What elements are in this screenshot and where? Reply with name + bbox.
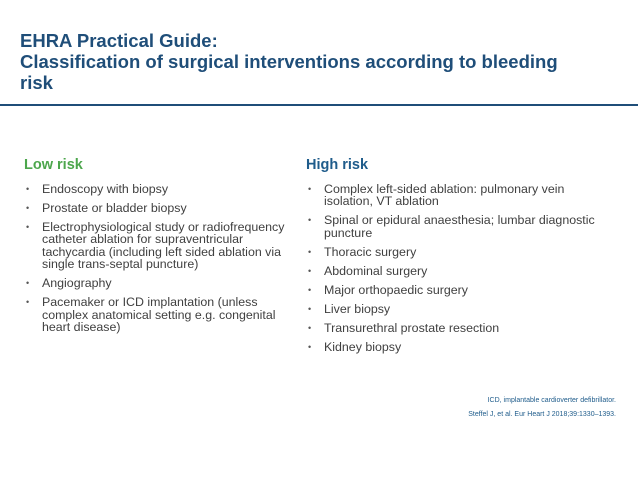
- reference-footnote: Steffel J, et al. Eur Heart J 2018;39:1330–1393.: [468, 411, 616, 418]
- list-item-text: Endoscopy with biopsy: [42, 182, 169, 196]
- low-risk-column: [24, 156, 286, 340]
- list-item: [306, 246, 616, 258]
- low-risk-list: [24, 183, 286, 333]
- list-item-text: Angiography: [42, 276, 112, 291]
- list-item-text: Abdominal surgery: [324, 263, 428, 278]
- list-item: [306, 183, 616, 208]
- title-line-2: Classification of surgical interventions according to bleeding: [20, 51, 558, 72]
- list-item: [24, 277, 286, 289]
- bullet-icon: •: [308, 265, 312, 276]
- bullet-icon: •: [308, 215, 312, 226]
- list-item: [306, 265, 616, 277]
- bullet-icon: •: [26, 297, 30, 308]
- list-item-text: Spinal or epidural anaesthesia; lumbar diagnostic puncture: [324, 213, 595, 240]
- high-risk-column: [306, 156, 616, 360]
- list-item: [24, 221, 286, 271]
- list-item: [306, 322, 616, 334]
- bullet-icon: •: [26, 184, 30, 194]
- list-item-text: Thoracic surgery: [324, 244, 417, 259]
- bullet-icon: •: [26, 203, 30, 213]
- footnotes: [468, 396, 616, 424]
- bullet-icon: •: [308, 284, 312, 295]
- bullet-icon: •: [26, 222, 30, 232]
- title-divider: [0, 104, 638, 106]
- bullet-icon: •: [308, 184, 312, 194]
- list-item-text: Major orthopaedic surgery: [324, 282, 468, 297]
- page-title: [20, 30, 620, 93]
- high-risk-list: [306, 183, 616, 353]
- bullet-icon: •: [308, 322, 312, 333]
- abbreviation-footnote: ICD, implantable cardioverter defibrillator.: [487, 397, 616, 404]
- list-item-text: Pacemaker or ICD implantation (unless complex anatomical setting e.g. congenital heart disease): [42, 295, 276, 335]
- list-item: [306, 214, 616, 239]
- bullet-icon: •: [308, 341, 312, 352]
- low-risk-heading: Low risk: [24, 157, 83, 173]
- list-item-text: Liver biopsy: [324, 301, 391, 316]
- title-line-3: risk: [20, 72, 53, 93]
- list-item-text: Kidney biopsy: [324, 339, 402, 354]
- list-item: [24, 296, 286, 333]
- list-item: [24, 202, 286, 214]
- list-item: [24, 183, 286, 195]
- list-item-text: Transurethral prostate resection: [324, 320, 500, 335]
- list-item-text: Electrophysiological study or radiofrequency catheter ablation for supraventricular tachycardia (including left sided ablation via single trans-septal puncture): [42, 220, 285, 272]
- list-item: [306, 284, 616, 296]
- list-item-text: Complex left-sided ablation: pulmonary vein isolation, VT ablation: [324, 182, 565, 209]
- high-risk-heading: High risk: [306, 157, 369, 173]
- list-item: [306, 341, 616, 353]
- bullet-icon: •: [26, 278, 30, 289]
- title-line-1: EHRA Practical Guide:: [20, 30, 218, 51]
- list-item: [306, 303, 616, 315]
- bullet-icon: •: [308, 303, 312, 314]
- bullet-icon: •: [308, 246, 312, 257]
- list-item-text: Prostate or bladder biopsy: [42, 201, 187, 215]
